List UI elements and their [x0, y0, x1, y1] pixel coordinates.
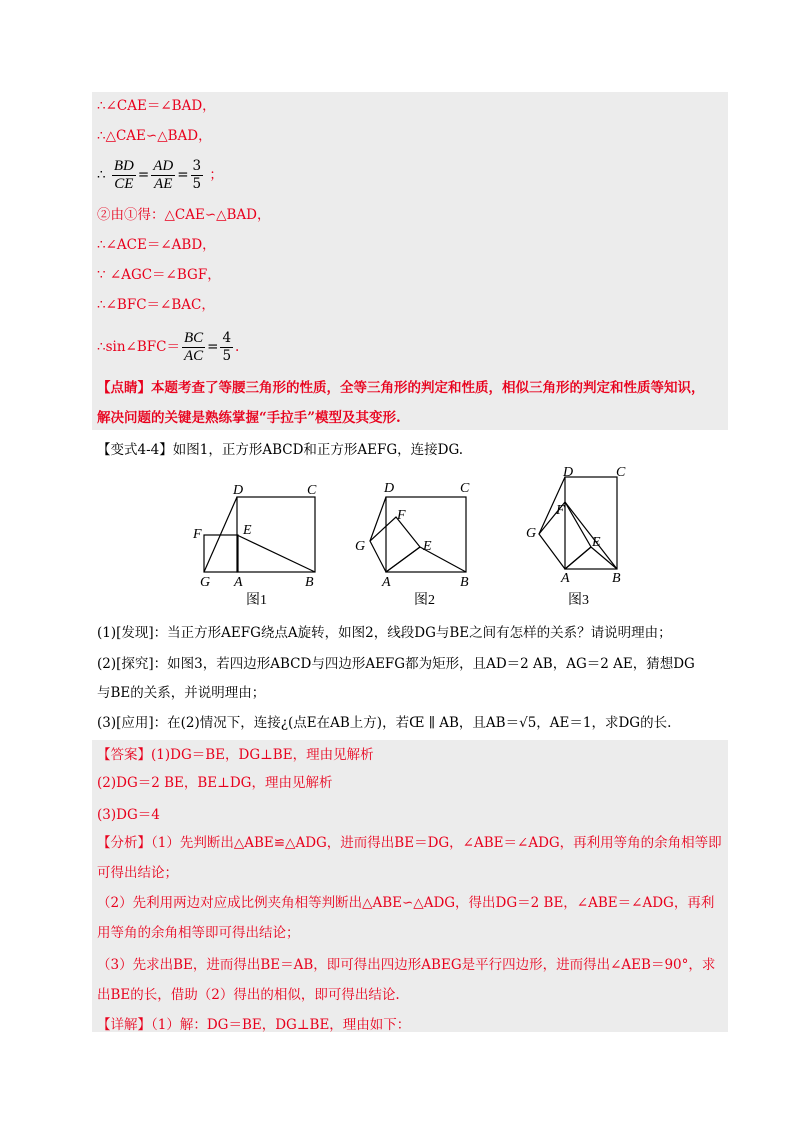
figure-1-labels: [192, 483, 317, 590]
figure-3-labels: [526, 465, 626, 586]
label-c: C: [307, 483, 317, 498]
svg-text:F: F: [556, 503, 565, 518]
fraction-4-5: $\frac{4}{5}$: [222, 330, 232, 364]
comment-text-1: 本题考查了等腰三角形的性质，全等三角形的判定和性质，相似三角形的判定和性质等知识，: [151, 380, 705, 396]
proof-line-8: ∴sin∠BFC＝ $\frac{BC}{AC}$ = $\frac{4}{5}$ .: [97, 330, 240, 364]
comment-line-1: [97, 378, 705, 398]
svg-text:D: D: [563, 465, 574, 480]
proof-line-3-prefix: ∴: [97, 167, 106, 183]
svg-text:D: D: [384, 481, 395, 496]
proof-line-7: ∴∠BFC＝∠BAC，: [97, 297, 215, 313]
fraction-ad-ae: $\frac{AD}{AE}$: [153, 158, 174, 192]
label-g: G: [200, 575, 211, 590]
label-e: E: [243, 523, 252, 538]
proof-line-3-suffix: ；: [209, 167, 223, 183]
proof-line-8-prefix: ∴sin∠BFC＝: [97, 339, 180, 355]
svg-text:B: B: [612, 571, 621, 586]
label-d: D: [233, 483, 244, 498]
answer-2: (2)DG＝2 BE，BE⊥DG，理由见解析: [97, 775, 333, 791]
figure-3: [539, 477, 617, 569]
answer-1: 【答案】(1)DG＝BE，DG⊥BE，理由见解析: [97, 747, 374, 763]
question-2a: (2)[探究]：如图3，若四边形ABCD与四边形AEFG都为矩形，且AD＝2 AB，AG＝2 AE，猜想DG: [97, 656, 695, 672]
comment-label: 【点睛】: [97, 380, 151, 396]
svg-text:C: C: [460, 481, 470, 496]
fraction-3-5: $\frac{3}{5}$: [192, 158, 202, 192]
fraction-bd-ce: $\frac{BD}{CE}$: [113, 158, 134, 192]
svg-text:A: A: [382, 575, 391, 590]
detail-line: [97, 1010, 725, 1040]
fraction-bc-ac: $\frac{BC}{AC}$: [183, 330, 204, 364]
answer-3: (3)DG＝4: [97, 807, 160, 823]
comment-line-2: 解决问题的关键是熟练掌握“手拉手”模型及其变形.: [97, 410, 401, 426]
analysis-2: （2）先利用两边对应成比例夹角相等判断出△ABE∽△ADG，得出DG＝2 BE，∠ABE＝∠ADG，再利用等角的余角相等即可得出结论；: [97, 895, 715, 941]
label-a: A: [234, 575, 243, 590]
proof-line-5: ∴∠ACE＝∠ABD，: [97, 237, 216, 253]
question-1: (1)[发现]：当正方形AEFG绕点A旋转，如图2，线段DG与BE之间有怎样的关系？请说明理由；: [97, 625, 672, 641]
fig2-caption: 图2: [414, 593, 435, 608]
detail-text: （1）解：DG＝BE，DG⊥BE，理由如下：: [151, 1017, 411, 1033]
svg-text:E: E: [592, 535, 601, 550]
question-3: (3)[应用]：在(2)情况下，连接¿(点E在AB上方)，若Œ ∥ AB，且AB＝√5，AE＝1，求DG的长.: [97, 715, 672, 731]
question-2b: 与BE的关系，并说明理由；: [97, 685, 266, 701]
proof-line-6: ∵ ∠AGC＝∠BGF，: [97, 267, 221, 283]
proof-line-4: ②由①得：△CAE∽△BAD，: [97, 207, 271, 223]
fig3-caption: 图3: [568, 593, 589, 608]
figure-1: [204, 497, 315, 572]
svg-text:G: G: [355, 539, 366, 554]
figure-2: [370, 497, 466, 572]
svg-text:E: E: [423, 539, 432, 554]
label-f: F: [193, 527, 202, 542]
svg-text:A: A: [561, 571, 570, 586]
fig1-caption: 图1: [246, 593, 267, 608]
proof-line-1: ∴∠CAE＝∠BAD，: [97, 98, 216, 114]
analysis-3: （3）先求出BE，进而得出BE＝AB，即可得出四边形ABEG是平行四边形，进而得出∠AEB＝90°，求出BE的长，借助（2）得出的相似，即可得出结论.: [97, 957, 716, 1003]
figures: [0, 462, 800, 612]
analysis-1: 【分析】（1）先判断出△ABE≌△ADG，进而得出BE＝DG，∠ABE＝∠ADG，再利用等角的余角相等即可得出结论；: [97, 835, 722, 881]
svg-text:F: F: [397, 508, 406, 523]
detail-label: 【详解】: [97, 1017, 151, 1033]
svg-text:B: B: [460, 575, 469, 590]
svg-text:G: G: [526, 526, 537, 541]
problem-intro: 【变式4-4】如图1，正方形ABCD和正方形AEFG，连接DG.: [97, 442, 464, 458]
svg-text:C: C: [616, 465, 626, 480]
label-b: B: [305, 575, 314, 590]
proof-line-2: ∴△CAE∽△BAD，: [97, 128, 212, 144]
proof-line-3: ∴ $\frac{BD}{CE}$ = $\frac{AD}{AE}$ = $\frac{3}{5}$ ；: [97, 158, 223, 192]
